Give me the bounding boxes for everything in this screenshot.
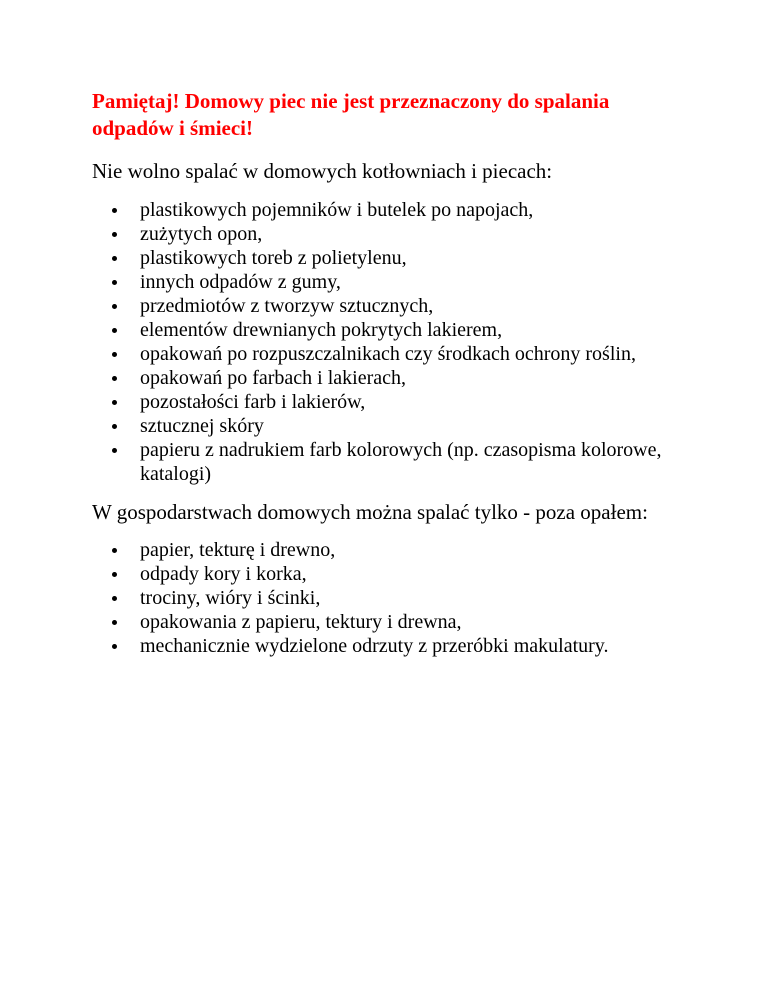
bullet-icon xyxy=(112,620,117,625)
list-item: plastikowych pojemników i butelek po napojach, xyxy=(92,198,692,222)
bullet-icon xyxy=(112,376,117,381)
list-item: zużytych opon, xyxy=(92,222,692,246)
list-item: przedmiotów z tworzyw sztucznych, xyxy=(92,294,692,318)
bullet-icon xyxy=(112,352,117,357)
bullet-icon xyxy=(112,256,117,261)
list-item: pozostałości farb i lakierów, xyxy=(92,390,692,414)
list-item: opakowań po rozpuszczalnikach czy środkach ochrony roślin, xyxy=(92,342,692,366)
list-item: opakowań po farbach i lakierach, xyxy=(92,366,692,390)
bullet-icon xyxy=(112,232,117,237)
forbidden-list xyxy=(92,198,692,486)
allowed-intro: W gospodarstwach domowych można spalać tylko - poza opałem: xyxy=(92,500,648,524)
forbidden-intro: Nie wolno spalać w domowych kotłowniach i piecach: xyxy=(92,159,553,183)
bullet-icon xyxy=(112,424,117,429)
list-item: sztucznej skóry xyxy=(92,414,692,438)
document-page xyxy=(92,88,692,658)
bullet-icon xyxy=(112,280,117,285)
list-item: innych odpadów z gumy, xyxy=(92,270,692,294)
bullet-icon xyxy=(112,400,117,405)
list-item: mechanicznie wydzielone odrzuty z przeróbki makulatury. xyxy=(92,634,692,658)
bullet-icon xyxy=(112,328,117,333)
bullet-icon xyxy=(112,208,117,213)
allowed-list xyxy=(92,538,692,658)
bullet-icon xyxy=(112,596,117,601)
list-item: papier, tekturę i drewno, xyxy=(92,538,692,562)
list-item: odpady kory i korka, xyxy=(92,562,692,586)
bullet-icon xyxy=(112,572,117,577)
list-item: plastikowych toreb z polietylenu, xyxy=(92,246,692,270)
list-item: trociny, wióry i ścinki, xyxy=(92,586,692,610)
list-item: opakowania z papieru, tektury i drewna, xyxy=(92,610,692,634)
bullet-icon xyxy=(112,448,117,453)
list-item: elementów drewnianych pokrytych lakierem, xyxy=(92,318,692,342)
bullet-icon xyxy=(112,548,117,553)
bullet-icon xyxy=(112,304,117,309)
bullet-icon xyxy=(112,644,117,649)
list-item: papieru z nadrukiem farb kolorowych (np. czasopisma kolorowe, katalogi) xyxy=(92,438,692,486)
warning-heading: Pamiętaj! Domowy piec nie jest przeznaczony do spalania odpadów i śmieci! xyxy=(92,89,610,140)
